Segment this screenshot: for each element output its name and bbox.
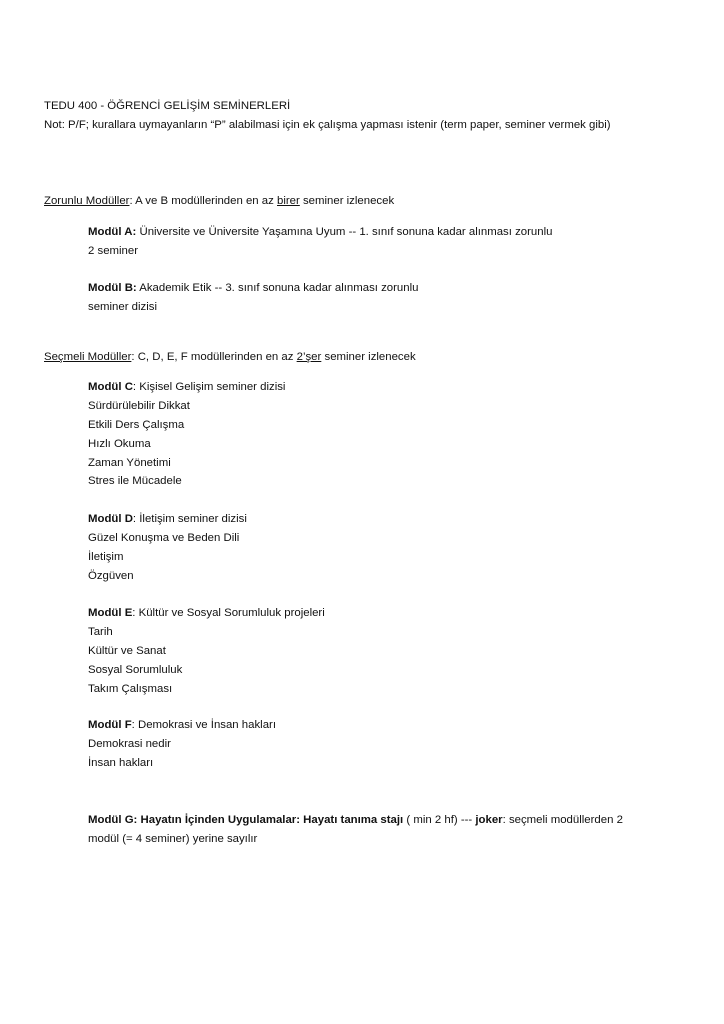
mandatory-modules-heading: Zorunlu Modüller — [44, 195, 130, 207]
module-b-label: Modül B: — [88, 282, 137, 294]
module-e-line — [88, 608, 325, 619]
module-b-line — [88, 283, 418, 294]
elective-intro-text: : C, D, E, F modüllerinden en az — [131, 351, 297, 363]
module-d-line — [88, 514, 247, 525]
note-line: Not: P/F; kurallara uymayanların “P” alabilmasi için ek çalışma yapması istenir (term paper, seminer vermek gibi) — [44, 119, 611, 131]
module-c-item: Hızlı Okuma — [88, 438, 151, 450]
module-c-item: Sürdürülebilir Dikkat — [88, 400, 190, 412]
module-e-text: : Kültür ve Sosyal Sorumluluk projeleri — [132, 607, 325, 619]
joker-text: : seçmeli modüllerden 2 — [502, 814, 623, 826]
elective-intro-count: 2’şer — [296, 351, 322, 363]
module-f-label: Modül F — [88, 719, 132, 731]
module-g-text: ( min 2 hf) --- — [403, 814, 476, 826]
module-f-line — [88, 720, 276, 731]
mandatory-modules-intro — [44, 196, 394, 207]
module-e-item: Tarih — [88, 626, 113, 638]
module-c-item: Stres ile Mücadele — [88, 475, 182, 487]
module-f-item: Demokrasi nedir — [88, 738, 171, 750]
module-a-detail: 2 seminer — [88, 245, 139, 257]
module-c-text: : Kişisel Gelişim seminer dizisi — [132, 381, 286, 393]
mandatory-intro-count: birer — [277, 195, 300, 207]
module-a-text: Üniversite ve Üniversite Yaşamına Uyum -- 1. sınıf sonuna kadar alınması zorunlu — [136, 226, 553, 238]
module-c-item: Etkili Ders Çalışma — [88, 419, 185, 431]
joker-label: joker — [475, 814, 503, 826]
module-e-item: Sosyal Sorumluluk — [88, 664, 183, 676]
module-e-label: Modül E — [88, 607, 133, 619]
module-b-detail: seminer dizisi — [88, 301, 157, 313]
module-a-line — [88, 227, 552, 238]
module-a-label: Modül A: — [88, 226, 137, 238]
module-d-item: Güzel Konuşma ve Beden Dili — [88, 532, 240, 544]
document-title: TEDU 400 - ÖĞRENCİ GELİŞİM SEMİNERLERİ — [44, 100, 291, 112]
module-c-item: Zaman Yönetimi — [88, 457, 171, 469]
module-g-label: Modül G: Hayatın İçinden Uygulamalar: Hayatı tanıma stajı — [88, 814, 404, 826]
elective-modules-intro — [44, 352, 416, 363]
module-f-text: : Demokrasi ve İnsan hakları — [131, 719, 276, 731]
module-c-label: Modül C — [88, 381, 133, 393]
module-e-item: Takım Çalışması — [88, 683, 173, 695]
module-c-line — [88, 382, 285, 393]
elective-intro-tail: seminer izlenecek — [321, 351, 416, 363]
module-g-line — [88, 815, 623, 826]
module-d-item: İletişim — [88, 551, 124, 563]
elective-modules-heading: Seçmeli Modüller — [44, 351, 132, 363]
module-g-line2: modül (= 4 seminer) yerine sayılır — [88, 833, 258, 845]
module-d-text: : İletişim seminer dizisi — [132, 513, 247, 525]
module-d-label: Modül D — [88, 513, 133, 525]
module-f-item: İnsan hakları — [88, 757, 154, 769]
module-b-text: Akademik Etik -- 3. sınıf sonuna kadar alınması zorunlu — [136, 282, 419, 294]
module-d-item: Özgüven — [88, 570, 134, 582]
module-e-item: Kültür ve Sanat — [88, 645, 166, 657]
mandatory-intro-text: : A ve B modüllerinden en az — [129, 195, 278, 207]
mandatory-intro-tail: seminer izlenecek — [299, 195, 395, 207]
